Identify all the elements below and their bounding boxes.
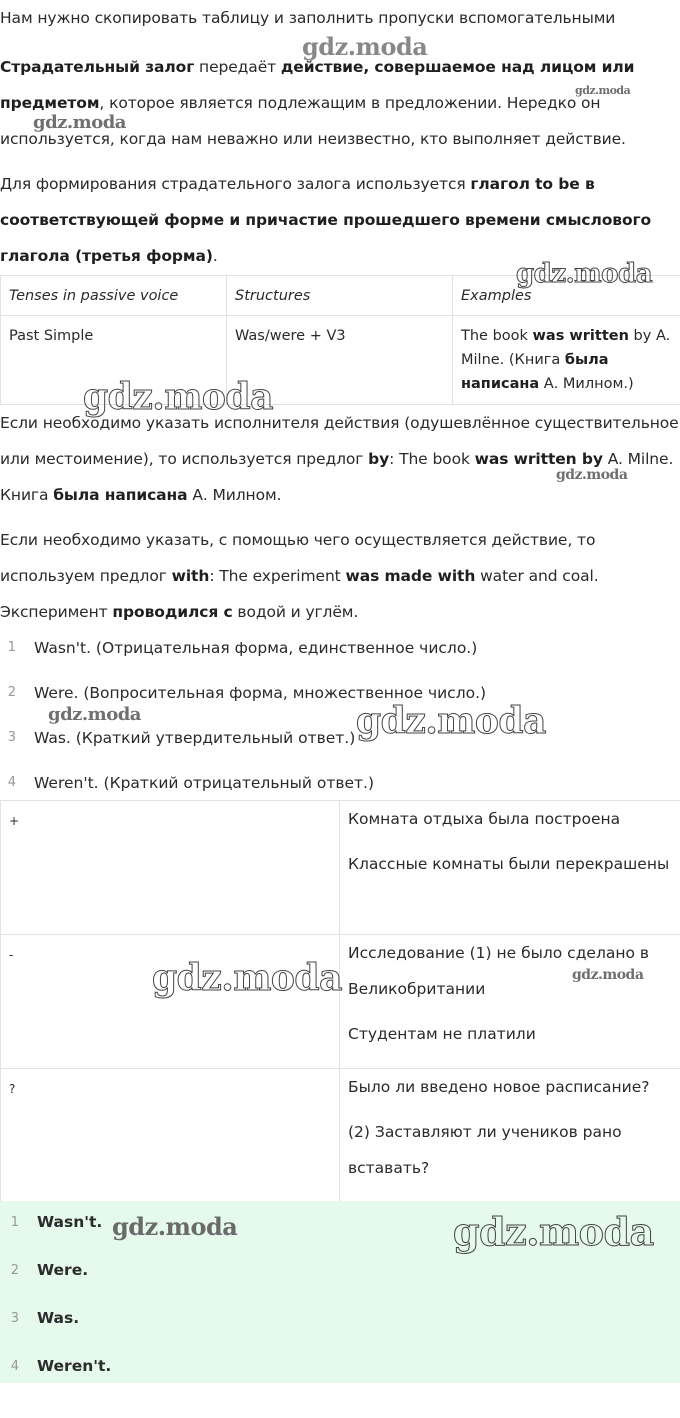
list-item: 2 Were. (Вопросительная форма, множественное число.) <box>7 683 487 702</box>
table-row-negative <box>1 935 680 1069</box>
sign-plus: + <box>1 801 340 935</box>
watermark: gdz.moda <box>575 84 631 97</box>
header-tenses: Tenses in passive voice <box>1 276 227 316</box>
answer-item: 3 Was. <box>10 1309 80 1327</box>
watermark: gdz.moda <box>83 376 273 418</box>
sentence-table <box>0 800 680 1202</box>
watermark: gdz.moda <box>572 967 644 983</box>
term-passive-voice: Страдательный залог <box>0 58 195 76</box>
passive-formation-paragraph: Для формирования страдательного залога используется глагол to be в соответствующей форме и причастие прошедшего времени смыслового глагола (третья форма). <box>0 175 652 265</box>
table-row-affirmative <box>1 801 680 935</box>
table-row-question <box>1 1069 680 1202</box>
passive-structures-table <box>0 275 680 405</box>
with-preposition-paragraph: Если необходимо указать, с помощью чего осуществляется действие, то используем предлог with: The experiment was made with water and coal. Эксперимент проводился с водой и углём. <box>0 531 599 621</box>
answer-item: 2 Were. <box>10 1261 89 1279</box>
header-examples: Examples <box>453 276 680 316</box>
sign-minus: - <box>1 935 340 1069</box>
header-structures: Structures <box>227 276 453 316</box>
watermark: gdz.moda <box>33 112 126 133</box>
answer-item: 4 Weren't. <box>10 1357 112 1375</box>
watermark: gdz.moda <box>48 704 141 725</box>
sign-question: ? <box>1 1069 340 1202</box>
action-phrase: действие, совершаемое над лицом или предметом <box>0 58 635 112</box>
answer-box <box>0 1201 680 1383</box>
by-preposition-paragraph: Если необходимо указать исполнителя действия (одушевлённое существительное или местоимение), то используется предлог by: The book was written by A. Milne. Книга была написана А. Милном. <box>0 414 679 504</box>
list-item: 4 Weren't. (Краткий отрицательный ответ.) <box>7 773 375 792</box>
answer-item: 1 Wasn't. <box>10 1213 103 1231</box>
list-item: 3 Was. (Краткий утвердительный ответ.) <box>7 728 356 747</box>
watermark: gdz.moda <box>302 32 428 61</box>
cell-tense: Past Simple <box>1 316 227 405</box>
table-row <box>1 316 680 405</box>
intro-text: Нам нужно скопировать таблицу и заполнить пропуски вспомогательными <box>0 9 616 27</box>
cell-sentences: Было ли введено новое расписание? (2) Заставляют ли учеников рано вставать? <box>340 1069 680 1202</box>
list-item: 1 Wasn't. (Отрицательная форма, единственное число.) <box>7 638 478 657</box>
watermark: gdz.moda <box>556 467 628 483</box>
watermark: gdz.moda <box>112 1212 238 1241</box>
explanation-list <box>0 625 680 805</box>
watermark: gdz.moda <box>516 259 653 289</box>
cell-sentences: Исследование (1) не было сделано в Великобритании Студентам не платили <box>340 935 680 1069</box>
cell-sentences: Комната отдыха была построена Классные комнаты были перекрашены <box>340 801 680 935</box>
cell-example: The book was written by A. Milne. (Книга была написана А. Милном.) <box>453 316 680 405</box>
passive-definition-paragraph: Страдательный залог передаёт действие, совершаемое над лицом или предметом, которое является подлежащим в предложении. Нередко он используется, когда нам неважно или неизвестно, кто выполняет действие. <box>0 58 635 148</box>
watermark: gdz.moda <box>356 700 546 742</box>
answer-list <box>3 1198 680 1390</box>
cell-structure: Was/were + V3 <box>227 316 453 405</box>
table-header-row <box>1 276 680 316</box>
formation-rule: глагол to be в соответствующей форме и причастие прошедшего времени смыслового глагола (третья форма) <box>0 175 652 265</box>
watermark: gdz.moda <box>152 957 342 999</box>
